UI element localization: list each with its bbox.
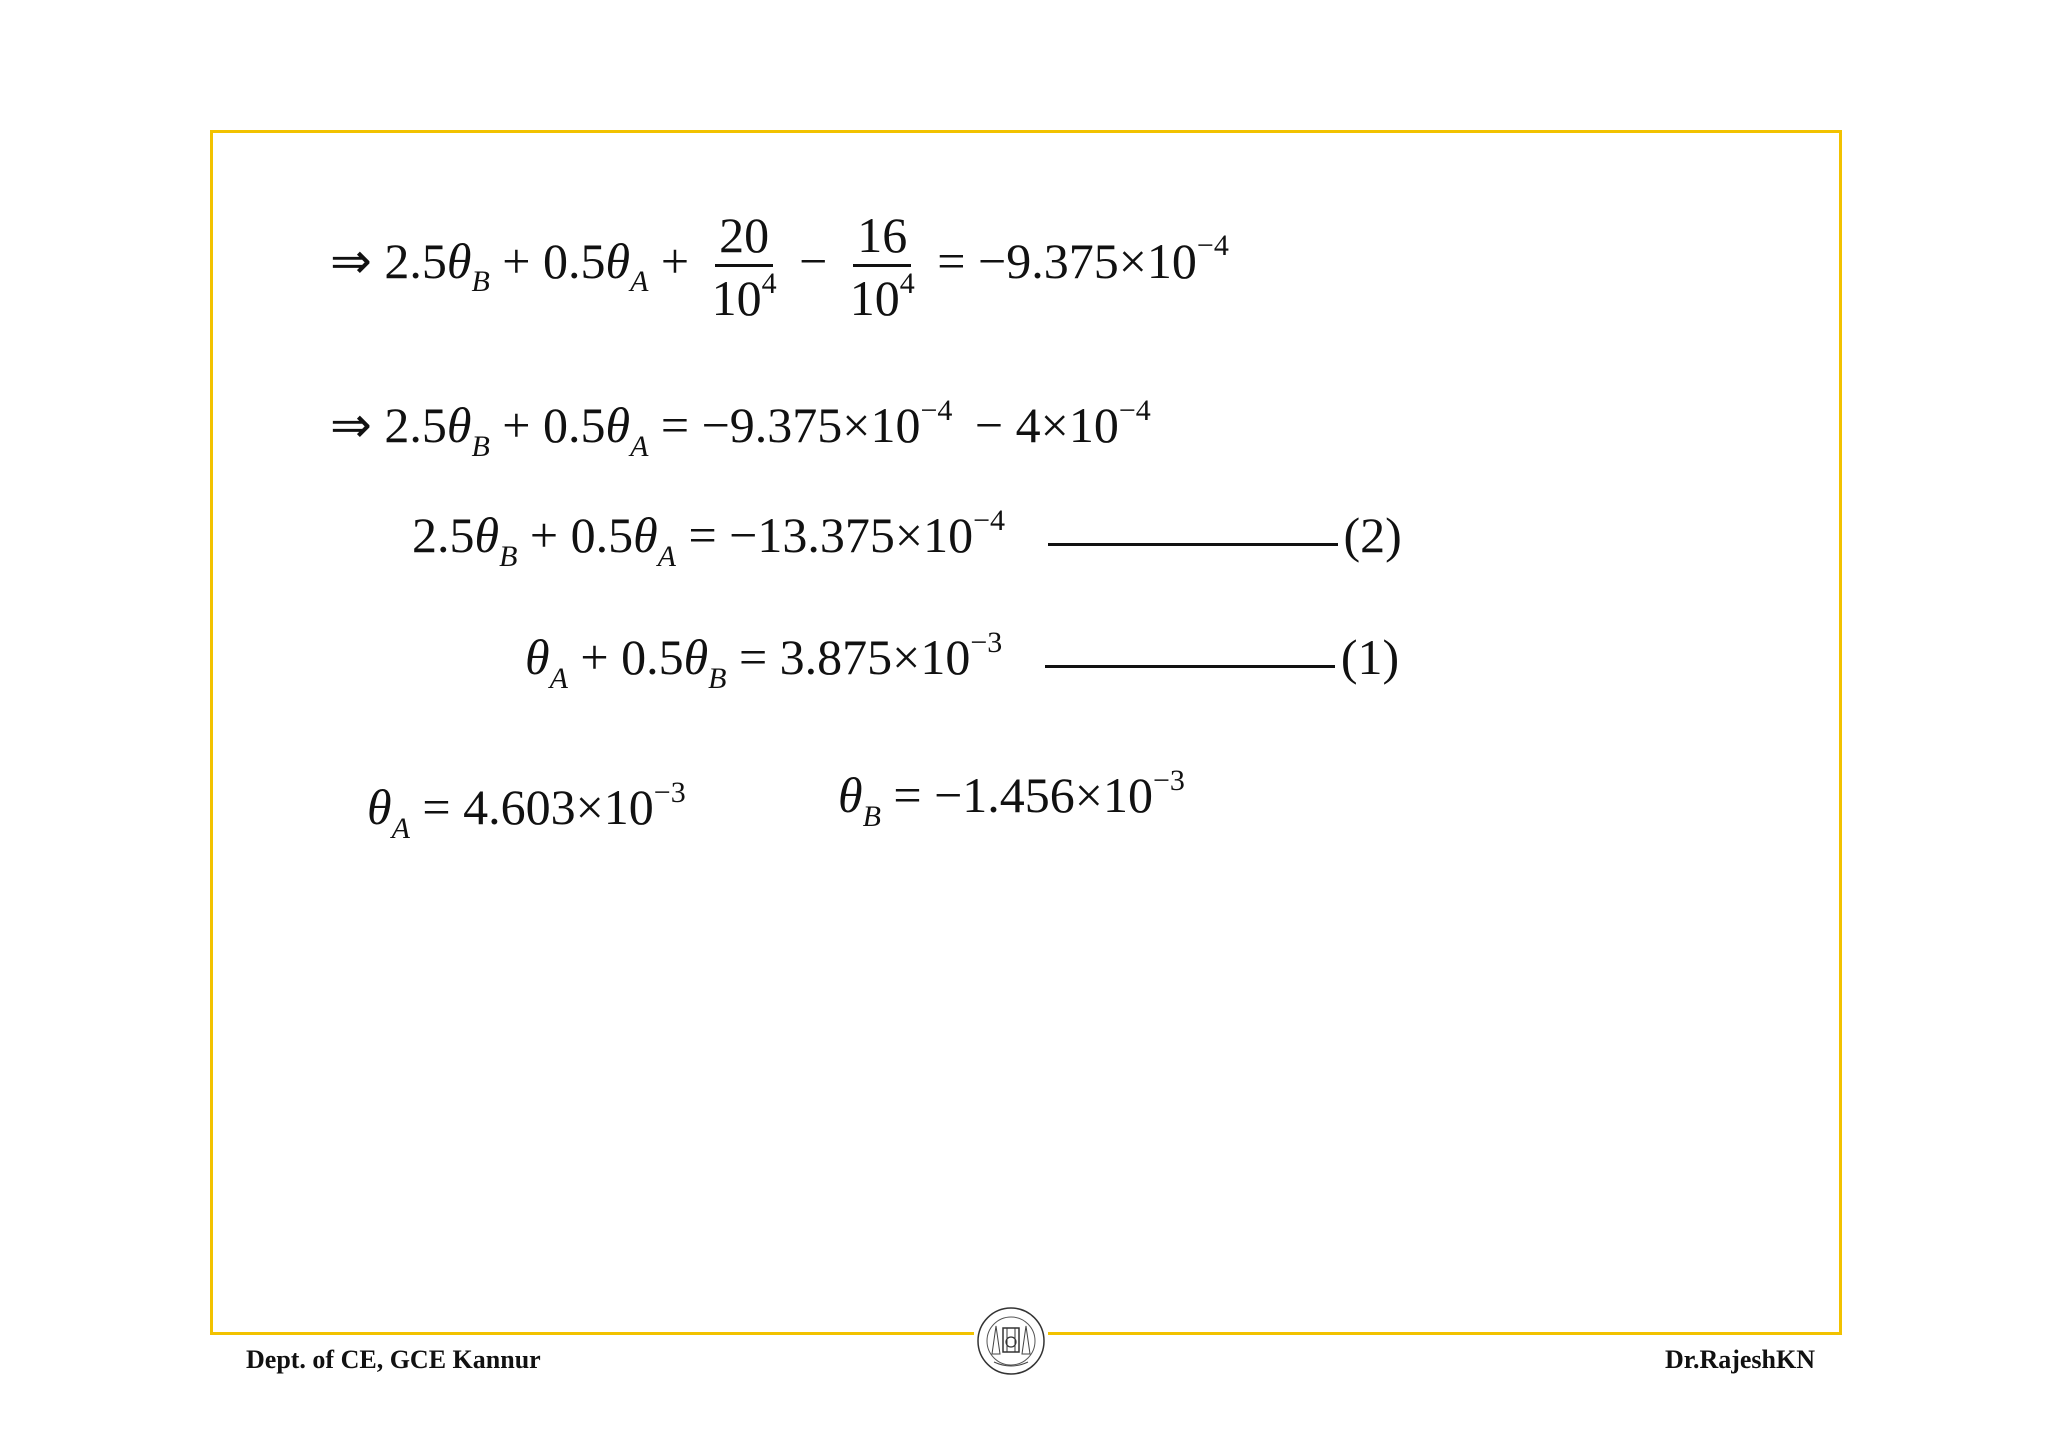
fraction-20-over-10e4: $\frac{20}{10^4}$ bbox=[711, 207, 777, 326]
result-theta-a: $\theta_A = 4.603\times 10^{-3}$ bbox=[367, 775, 686, 845]
footer-author: Dr.RajeshKN bbox=[1665, 1345, 1815, 1374]
equation-reference-line bbox=[1045, 665, 1335, 668]
equation-line-3: $2.5\theta_B + 0.5\theta_A = -13.375\times 10^{-4}$ (2) bbox=[412, 503, 1402, 573]
equation-line-1: ⇒ $2.5\theta_B + 0.5\theta_A$ + $\frac{20}{10^4}$ − $\frac{16}{10^4}$ = $-9.375\times 10^{-4}$ bbox=[330, 207, 1229, 326]
equation-reference-line bbox=[1048, 543, 1338, 546]
fraction-16-over-10e4: $\frac{16}{10^4}$ bbox=[849, 207, 915, 326]
college-seal-icon bbox=[974, 1304, 1048, 1378]
implies-arrow: ⇒ bbox=[330, 397, 372, 453]
equation-tag-1: (1) bbox=[1340, 629, 1400, 685]
implies-arrow: ⇒ bbox=[330, 232, 372, 289]
footer-department: Dept. of CE, GCE Kannur bbox=[246, 1345, 541, 1374]
equation-line-2: ⇒ $2.5\theta_B + 0.5\theta_A = -9.375\times 10^{-4} - 4\times 10^{-4}$ bbox=[330, 393, 1151, 463]
result-theta-b: $\theta_B = -1.456\times 10^{-3}$ bbox=[838, 763, 1185, 833]
equation-tag-2: (2) bbox=[1343, 507, 1402, 563]
equation-line-4: $\theta_A + 0.5\theta_B = 3.875\times 10^{-3}$ (1) bbox=[525, 625, 1400, 695]
